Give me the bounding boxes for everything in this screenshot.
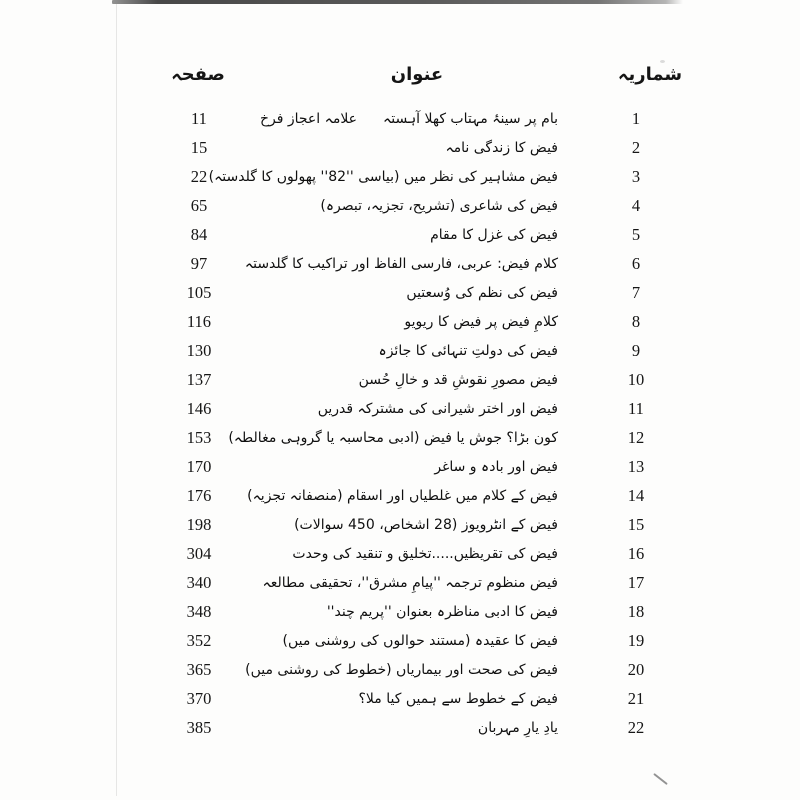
serial-number: 7 (631, 282, 641, 302)
entry-title: فیض کی شاعری (تشریح، تجزیہ، تبصرہ) (320, 197, 558, 214)
page-number: 65 (190, 195, 208, 215)
scan-top-edge-artifact (112, 0, 683, 4)
page-number: 116 (186, 311, 212, 331)
serial-number: 1 (631, 108, 641, 128)
entry-title-cell (232, 249, 558, 278)
table-row (0, 597, 800, 626)
page-number: 385 (186, 717, 212, 737)
serial-number: 11 (628, 398, 644, 418)
page-number: 348 (186, 601, 212, 621)
serial-number: 22 (627, 717, 645, 737)
table-row (0, 452, 800, 481)
entry-title-cell (232, 568, 558, 597)
entry-title-cell (232, 191, 558, 220)
table-row (0, 307, 800, 336)
serial-number: 9 (631, 340, 641, 360)
serial-number: 4 (631, 195, 641, 215)
serial-number: 3 (631, 166, 641, 186)
entry-title: کون بڑا؟ جوش یا فیض (ادبی محاسبہ یا گروہی مغالطہ) (228, 429, 558, 446)
entry-title: کلامِ فیض پر فیض کا ریویو (404, 313, 558, 330)
entry-title: کلام فیض: عربی، فارسی الفاظ اور تراکیب کا گلدستہ (244, 255, 558, 272)
serial-number: 6 (631, 253, 641, 273)
page-number: 352 (186, 630, 212, 650)
serial-number: 12 (627, 427, 645, 447)
serial-number: 10 (627, 369, 645, 389)
entry-title: فیض کا عقیدہ (مستند حوالوں کی روشنی میں) (282, 632, 558, 649)
entry-title: فیض اور بادہ و ساغر (434, 458, 558, 475)
page-number: 340 (186, 572, 212, 592)
entry-title-cell (232, 684, 558, 713)
page-number: 105 (186, 282, 212, 302)
entry-title-cell (232, 626, 558, 655)
entry-title-cell (232, 104, 558, 133)
serial-number: 20 (627, 659, 645, 679)
serial-number: 2 (631, 137, 641, 157)
table-row (0, 539, 800, 568)
serial-number: 17 (627, 572, 645, 592)
page-number: 11 (191, 108, 207, 128)
entry-title: فیض کا ادبی مناظرہ بعنوان ''پریم چند'' (326, 603, 558, 620)
page-number: 137 (186, 369, 212, 389)
table-row (0, 655, 800, 684)
page-number: 22 (190, 166, 208, 186)
column-header-title: عنوان (390, 63, 444, 85)
page-number: 84 (190, 224, 208, 244)
entry-title: فیض کے خطوط سے ہمیں کیا ملا؟ (358, 690, 558, 707)
entry-title-cell (232, 452, 558, 481)
entry-title: فیض کی دولتِ تنہائی کا جائزہ (378, 342, 558, 359)
table-row (0, 713, 800, 742)
toc-header-row (0, 58, 800, 90)
entry-title: فیض کا زندگی نامہ (445, 139, 558, 156)
entry-title-cell (228, 423, 558, 452)
table-row (0, 278, 800, 307)
page-number: 170 (186, 456, 212, 476)
serial-number: 19 (627, 630, 645, 650)
entry-title: فیض مشاہیر کی نظر میں (بیاسی ''82'' پھولوں کا گلدستہ) (208, 168, 558, 185)
page-number: 365 (186, 659, 212, 679)
serial-number: 8 (631, 311, 641, 331)
page-number: 304 (186, 543, 212, 563)
page-number: 370 (186, 688, 212, 708)
page-number: 176 (186, 485, 212, 505)
page-number: 153 (186, 427, 212, 447)
table-row (0, 365, 800, 394)
table-row (0, 336, 800, 365)
page-number: 146 (186, 398, 212, 418)
column-header-page: صفحہ (171, 63, 225, 85)
entry-title: فیض اور اختر شیرانی کی مشترکہ قدریں (317, 400, 558, 417)
table-row (0, 394, 800, 423)
table-row (0, 684, 800, 713)
entry-title-cell (232, 539, 558, 568)
page-number: 198 (186, 514, 212, 534)
entry-title-cell (232, 597, 558, 626)
table-row (0, 626, 800, 655)
serial-number: 21 (627, 688, 645, 708)
entry-title: یادِ یارِ مہربان (477, 719, 558, 736)
table-row (0, 510, 800, 539)
entry-title-cell (232, 336, 558, 365)
entry-title-cell (232, 278, 558, 307)
entry-title-cell (208, 162, 558, 191)
entry-title-cell (232, 220, 558, 249)
serial-number: 14 (627, 485, 645, 505)
serial-number: 18 (627, 601, 645, 621)
entry-title: فیض کی غزل کا مقام (430, 226, 558, 243)
entry-title-cell (232, 655, 558, 684)
serial-number: 16 (627, 543, 645, 563)
entry-title: فیض منظوم ترجمہ ''پیامِ مشرق''، تحقیقی مطالعہ (262, 574, 558, 591)
entry-title: فیض کے انٹرویوز (28 اشخاص، 450 سوالات) (294, 516, 558, 533)
page-number: 15 (190, 137, 208, 157)
table-row (0, 481, 800, 510)
table-row (0, 249, 800, 278)
scan-diagonal-mark (653, 773, 668, 785)
table-row (0, 220, 800, 249)
table-row (0, 162, 800, 191)
column-header-serial: شماریہ (617, 63, 683, 85)
serial-number: 13 (627, 456, 645, 476)
entry-title-cell (232, 394, 558, 423)
table-row (0, 191, 800, 220)
entry-title: فیض مصورِ نقوشِ قد و خالِ حُسن (358, 371, 558, 388)
entry-title: فیض کی تقریظیں.....تخلیق و تنقید کی وحدت (292, 545, 558, 562)
serial-number: 5 (631, 224, 641, 244)
entry-title: فیض کے کلام میں غلطیاں اور اسقام (منصفانہ تجزیہ) (247, 487, 558, 504)
toc-rows (0, 104, 800, 742)
entry-title-cell (232, 510, 558, 539)
entry-title-cell (232, 713, 558, 742)
table-row (0, 133, 800, 162)
page-number: 97 (190, 253, 208, 273)
entry-author: علامہ اعجاز فرخ (259, 110, 358, 127)
entry-title-cell (232, 307, 558, 336)
page-number: 130 (186, 340, 212, 360)
table-row (0, 104, 800, 133)
table-row (0, 568, 800, 597)
entry-title-cell (232, 133, 558, 162)
entry-title: فیض کی صحت اور بیماریاں (خطوط کی روشنی میں) (245, 661, 558, 678)
serial-number: 15 (627, 514, 645, 534)
entry-title: فیض کی نظم کی وُسعتیں (406, 284, 558, 301)
entry-title-cell (232, 481, 558, 510)
entry-title-cell (232, 365, 558, 394)
table-row (0, 423, 800, 452)
entry-title: بام پر سینۂ مہتاب کھلا آہستہ (383, 110, 558, 127)
